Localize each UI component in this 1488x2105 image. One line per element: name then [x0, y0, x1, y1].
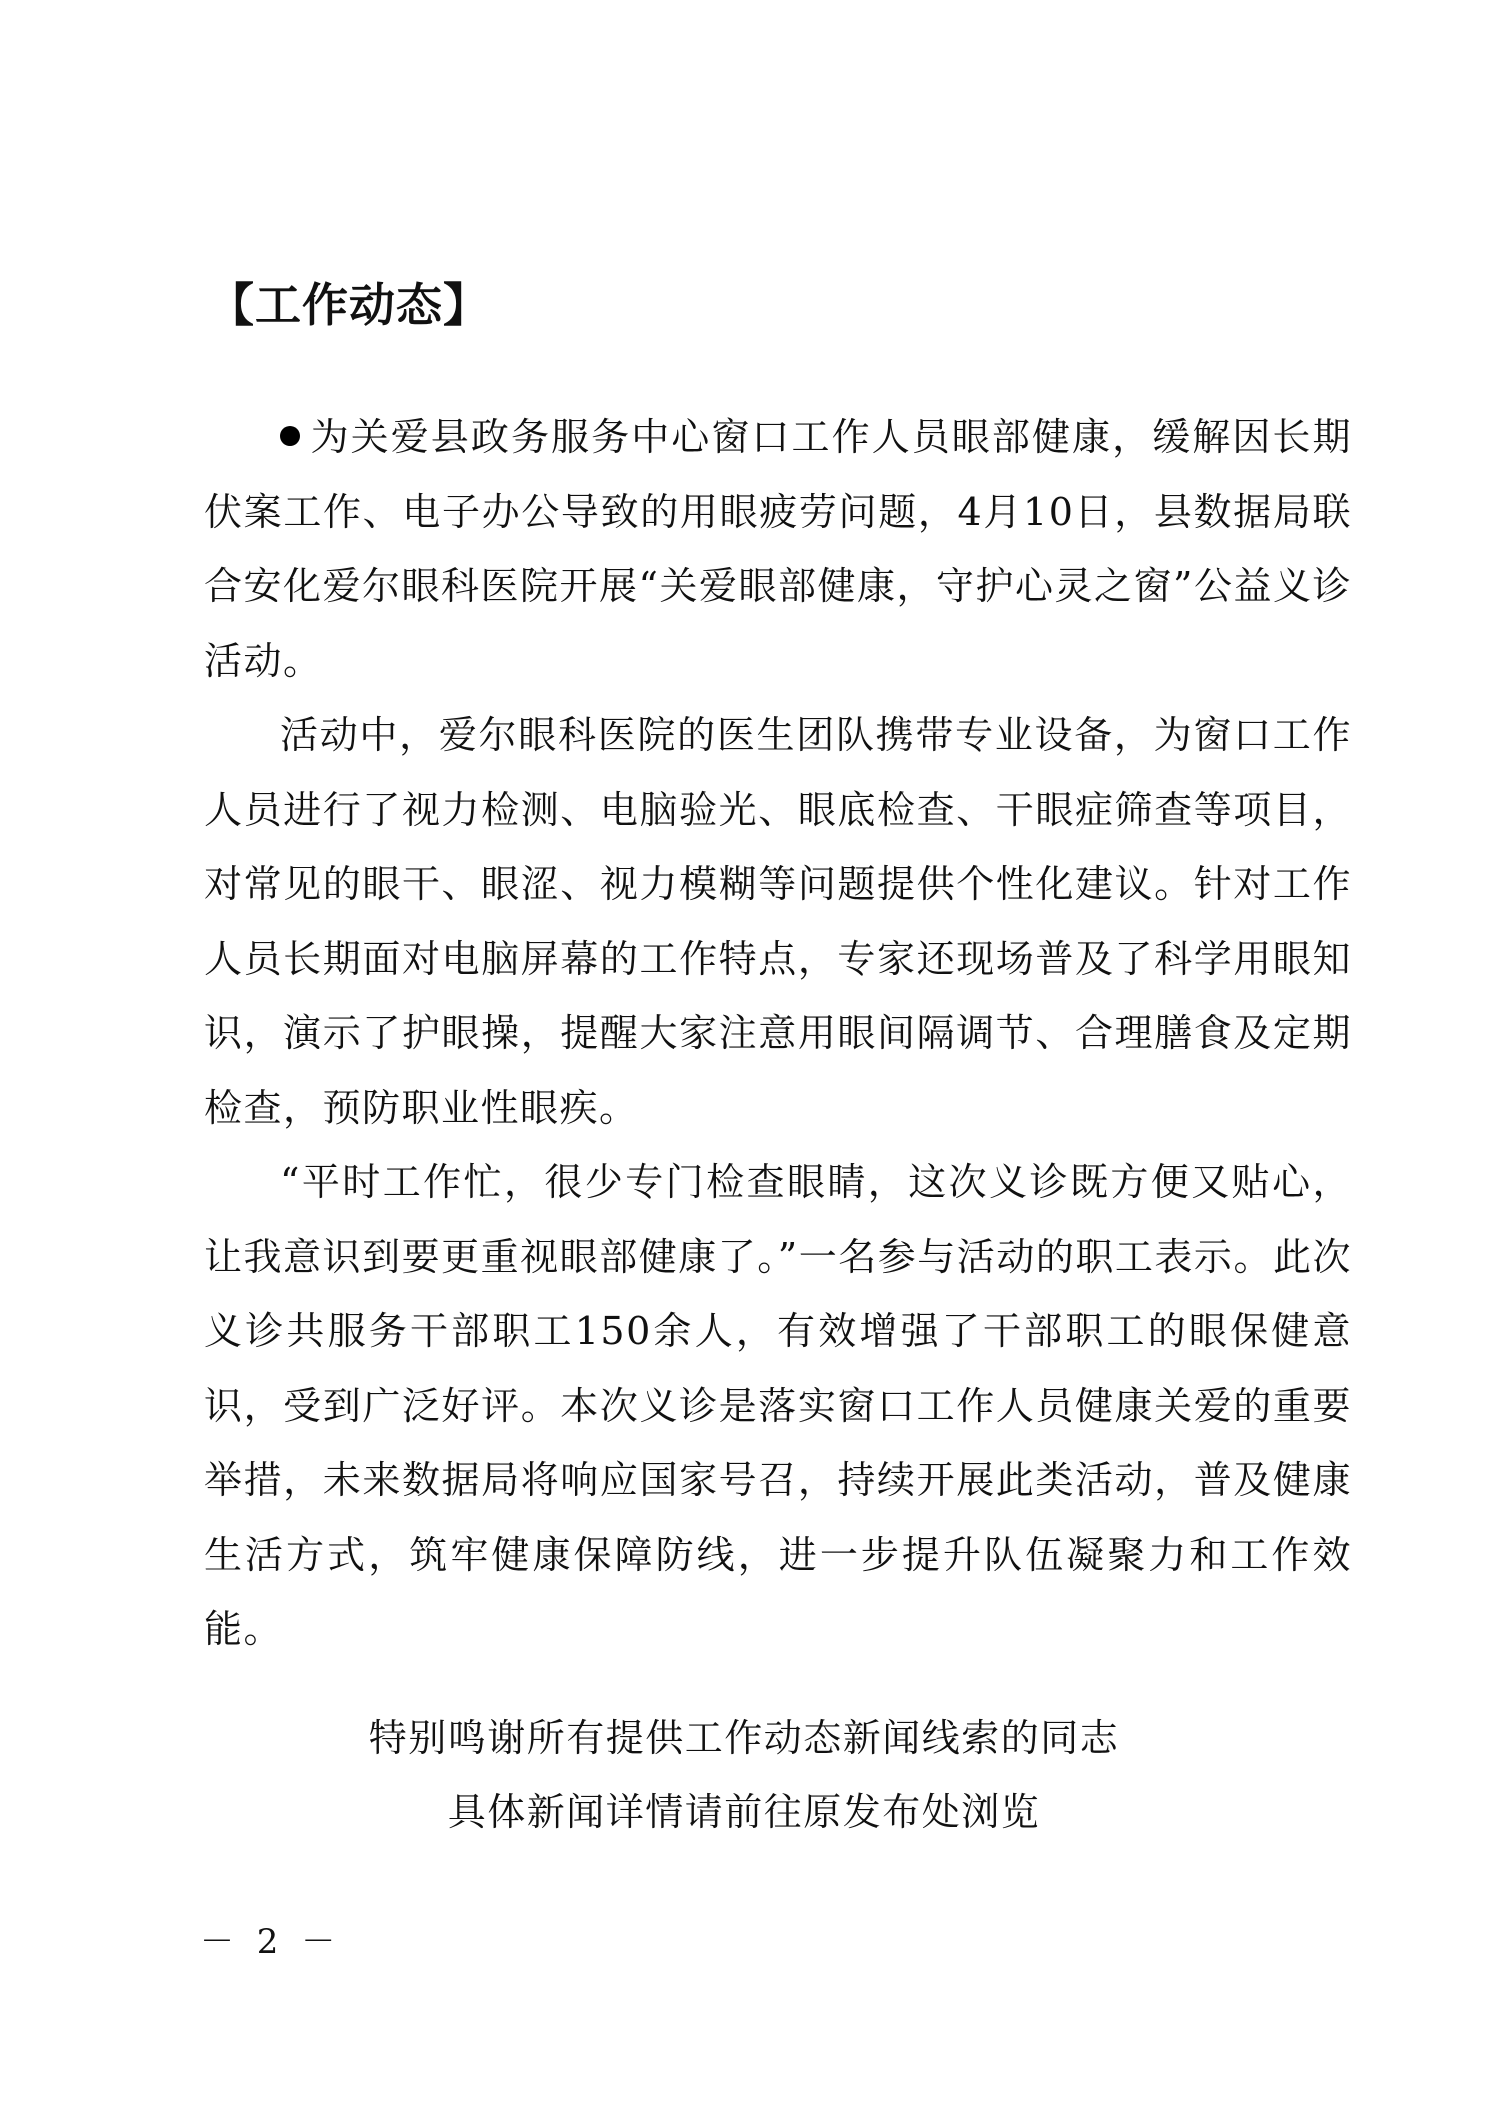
- page-number: － 2 －: [200, 1922, 342, 1962]
- paragraph-1: [204, 400, 1352, 698]
- article-body: [204, 400, 1352, 1667]
- paragraph-1-text: 为关爱县政务服务中心窗口工作人员眼部健康，缓解因长期伏案工作、电子办公导致的用眼疲劳问题，4月10日，县数据局联合安化爱尔眼科医院开展“关爱眼部健康，守护心灵之窗”公益义诊活动。: [204, 415, 1352, 683]
- paragraph-2: 活动中，爱尔眼科医院的医生团队携带专业设备，为窗口工作人员进行了视力检测、电脑验光、眼底检查、干眼症筛查等项目，对常见的眼干、眼涩、视力模糊等问题提供个性化建议。针对工作人员长期面对电脑屏幕的工作特点，专家还现场普及了科学用眼知识，演示了护眼操，提醒大家注意用眼间隔调节、合理膳食及定期检查，预防职业性眼疾。: [204, 713, 1352, 1130]
- paragraph-3: “平时工作忙，很少专门检查眼睛，这次义诊既方便又贴心，让我意识到要更重视眼部健康了。”一名参与活动的职工表示。此次义诊共服务干部职工150余人，有效增强了干部职工的眼保健意识，受到广泛好评。本次义诊是落实窗口工作人员健康关爱的重要举措，未来数据局将响应国家号召，持续开展此类活动，普及健康生活方式，筑牢健康保障防线，进一步提升队伍凝聚力和工作效能。: [204, 1160, 1352, 1651]
- section-title: 【工作动态】: [208, 278, 490, 332]
- source-note-line: 具体新闻详情请前往原发布处浏览: [447, 1790, 1041, 1834]
- acknowledgement-line: 特别鸣谢所有提供工作动态新闻线索的同志: [368, 1716, 1120, 1760]
- bullet-icon: [280, 426, 300, 446]
